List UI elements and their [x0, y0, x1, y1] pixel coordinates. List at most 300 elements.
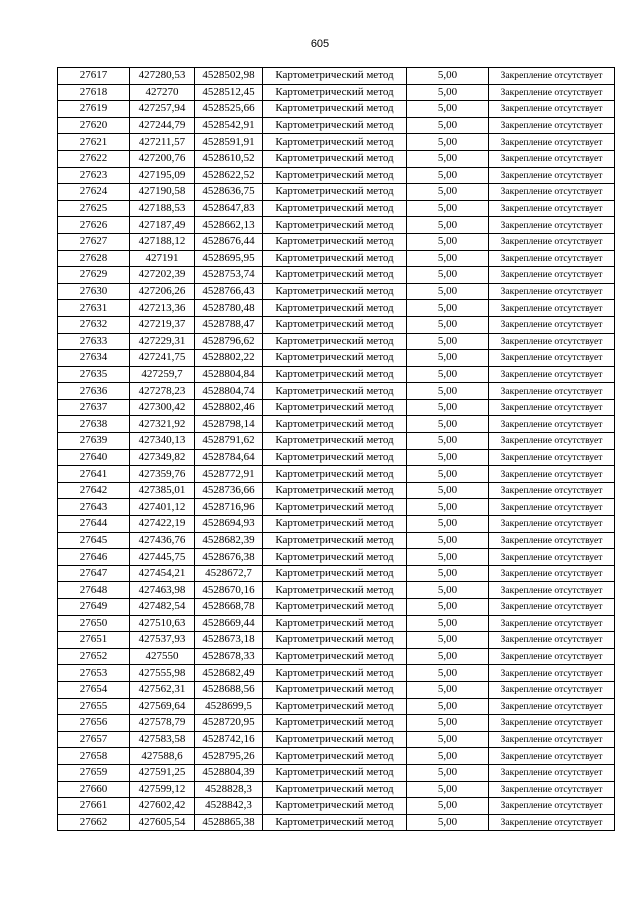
table-row [58, 316, 615, 333]
x-coordinate-cell: 427445,75 [130, 549, 195, 566]
page-number: 605 [310, 38, 330, 50]
accuracy-cell: 5,00 [407, 764, 489, 781]
x-coordinate-cell: 427454,21 [130, 565, 195, 582]
method-cell: Картометрический метод [263, 482, 407, 499]
point-number-cell: 27626 [58, 217, 130, 234]
point-number-cell: 27633 [58, 333, 130, 350]
x-coordinate-cell: 427385,01 [130, 482, 195, 499]
y-coordinate-cell: 4528676,38 [195, 549, 263, 566]
fixation-note-cell: Закрепление отсутствует [489, 167, 615, 184]
method-cell: Картометрический метод [263, 84, 407, 101]
table-row [58, 350, 615, 367]
accuracy-cell: 5,00 [407, 499, 489, 516]
point-number-cell: 27620 [58, 117, 130, 134]
point-number-cell: 27641 [58, 466, 130, 483]
y-coordinate-cell: 4528542,91 [195, 117, 263, 134]
accuracy-cell: 5,00 [407, 599, 489, 616]
fixation-note-cell: Закрепление отсутствует [489, 283, 615, 300]
method-cell: Картометрический метод [263, 565, 407, 582]
fixation-note-cell: Закрепление отсутствует [489, 366, 615, 383]
table-row [58, 715, 615, 732]
y-coordinate-cell: 4528673,18 [195, 632, 263, 649]
fixation-note-cell: Закрепление отсутствует [489, 233, 615, 250]
x-coordinate-cell: 427259,7 [130, 366, 195, 383]
fixation-note-cell: Закрепление отсутствует [489, 350, 615, 367]
method-cell: Картометрический метод [263, 300, 407, 317]
method-cell: Картометрический метод [263, 549, 407, 566]
fixation-note-cell: Закрепление отсутствует [489, 565, 615, 582]
x-coordinate-cell: 427349,82 [130, 449, 195, 466]
method-cell: Картометрический метод [263, 416, 407, 433]
table-row [58, 333, 615, 350]
method-cell: Картометрический метод [263, 681, 407, 698]
fixation-note-cell: Закрепление отсутствует [489, 449, 615, 466]
point-number-cell: 27651 [58, 632, 130, 649]
fixation-note-cell: Закрепление отсутствует [489, 200, 615, 217]
fixation-note-cell: Закрепление отсутствует [489, 117, 615, 134]
table-row [58, 665, 615, 682]
x-coordinate-cell: 427211,57 [130, 134, 195, 151]
method-cell: Картометрический метод [263, 233, 407, 250]
x-coordinate-cell: 427187,49 [130, 217, 195, 234]
x-coordinate-cell: 427190,58 [130, 184, 195, 201]
method-cell: Картометрический метод [263, 665, 407, 682]
accuracy-cell: 5,00 [407, 184, 489, 201]
method-cell: Картометрический метод [263, 715, 407, 732]
y-coordinate-cell: 4528672,7 [195, 565, 263, 582]
table-row [58, 748, 615, 765]
table-row [58, 648, 615, 665]
y-coordinate-cell: 4528802,46 [195, 399, 263, 416]
accuracy-cell: 5,00 [407, 449, 489, 466]
x-coordinate-cell: 427569,64 [130, 698, 195, 715]
y-coordinate-cell: 4528610,52 [195, 150, 263, 167]
y-coordinate-cell: 4528662,13 [195, 217, 263, 234]
y-coordinate-cell: 4528842,3 [195, 798, 263, 815]
y-coordinate-cell: 4528669,44 [195, 615, 263, 632]
table-row [58, 499, 615, 516]
method-cell: Картометрический метод [263, 399, 407, 416]
x-coordinate-cell: 427537,93 [130, 632, 195, 649]
fixation-note-cell: Закрепление отсутствует [489, 648, 615, 665]
fixation-note-cell: Закрепление отсутствует [489, 731, 615, 748]
method-cell: Картометрический метод [263, 748, 407, 765]
fixation-note-cell: Закрепление отсутствует [489, 582, 615, 599]
accuracy-cell: 5,00 [407, 101, 489, 118]
fixation-note-cell: Закрепление отсутствует [489, 300, 615, 317]
accuracy-cell: 5,00 [407, 698, 489, 715]
table-row [58, 582, 615, 599]
accuracy-cell: 5,00 [407, 200, 489, 217]
accuracy-cell: 5,00 [407, 814, 489, 831]
accuracy-cell: 5,00 [407, 565, 489, 582]
point-number-cell: 27650 [58, 615, 130, 632]
point-number-cell: 27636 [58, 383, 130, 400]
fixation-note-cell: Закрепление отсутствует [489, 499, 615, 516]
method-cell: Картометрический метод [263, 499, 407, 516]
x-coordinate-cell: 427591,25 [130, 764, 195, 781]
table-row [58, 549, 615, 566]
point-number-cell: 27627 [58, 233, 130, 250]
table-row [58, 698, 615, 715]
method-cell: Картометрический метод [263, 150, 407, 167]
point-number-cell: 27649 [58, 599, 130, 616]
table-row [58, 516, 615, 533]
point-number-cell: 27628 [58, 250, 130, 267]
fixation-note-cell: Закрепление отсутствует [489, 184, 615, 201]
table-row [58, 101, 615, 118]
table-row [58, 433, 615, 450]
point-number-cell: 27661 [58, 798, 130, 815]
accuracy-cell: 5,00 [407, 283, 489, 300]
y-coordinate-cell: 4528865,38 [195, 814, 263, 831]
y-coordinate-cell: 4528636,75 [195, 184, 263, 201]
y-coordinate-cell: 4528682,49 [195, 665, 263, 682]
method-cell: Картометрический метод [263, 101, 407, 118]
y-coordinate-cell: 4528668,78 [195, 599, 263, 616]
y-coordinate-cell: 4528682,39 [195, 532, 263, 549]
accuracy-cell: 5,00 [407, 250, 489, 267]
accuracy-cell: 5,00 [407, 731, 489, 748]
point-number-cell: 27656 [58, 715, 130, 732]
point-number-cell: 27634 [58, 350, 130, 367]
table-row [58, 300, 615, 317]
fixation-note-cell: Закрепление отсутствует [489, 532, 615, 549]
accuracy-cell: 5,00 [407, 416, 489, 433]
x-coordinate-cell: 427550 [130, 648, 195, 665]
fixation-note-cell: Закрепление отсутствует [489, 764, 615, 781]
x-coordinate-cell: 427219,37 [130, 316, 195, 333]
point-number-cell: 27618 [58, 84, 130, 101]
fixation-note-cell: Закрепление отсутствует [489, 781, 615, 798]
accuracy-cell: 5,00 [407, 681, 489, 698]
x-coordinate-cell: 427599,12 [130, 781, 195, 798]
table-row [58, 250, 615, 267]
y-coordinate-cell: 4528688,56 [195, 681, 263, 698]
method-cell: Картометрический метод [263, 632, 407, 649]
fixation-note-cell: Закрепление отсутствует [489, 267, 615, 284]
table-row [58, 565, 615, 582]
fixation-note-cell: Закрепление отсутствует [489, 416, 615, 433]
method-cell: Картометрический метод [263, 814, 407, 831]
fixation-note-cell: Закрепление отсутствует [489, 217, 615, 234]
point-number-cell: 27655 [58, 698, 130, 715]
method-cell: Картометрический метод [263, 117, 407, 134]
x-coordinate-cell: 427605,54 [130, 814, 195, 831]
table-row [58, 283, 615, 300]
table-row [58, 681, 615, 698]
accuracy-cell: 5,00 [407, 300, 489, 317]
x-coordinate-cell: 427602,42 [130, 798, 195, 815]
x-coordinate-cell: 427578,79 [130, 715, 195, 732]
accuracy-cell: 5,00 [407, 117, 489, 134]
point-number-cell: 27645 [58, 532, 130, 549]
y-coordinate-cell: 4528695,95 [195, 250, 263, 267]
x-coordinate-cell: 427583,58 [130, 731, 195, 748]
y-coordinate-cell: 4528802,22 [195, 350, 263, 367]
accuracy-cell: 5,00 [407, 84, 489, 101]
point-number-cell: 27642 [58, 482, 130, 499]
coordinates-table [57, 67, 615, 831]
point-number-cell: 27647 [58, 565, 130, 582]
y-coordinate-cell: 4528791,62 [195, 433, 263, 450]
accuracy-cell: 5,00 [407, 615, 489, 632]
fixation-note-cell: Закрепление отсутствует [489, 250, 615, 267]
y-coordinate-cell: 4528784,64 [195, 449, 263, 466]
method-cell: Картометрический метод [263, 68, 407, 85]
accuracy-cell: 5,00 [407, 233, 489, 250]
x-coordinate-cell: 427206,26 [130, 283, 195, 300]
point-number-cell: 27619 [58, 101, 130, 118]
method-cell: Картометрический метод [263, 267, 407, 284]
x-coordinate-cell: 427562,31 [130, 681, 195, 698]
point-number-cell: 27637 [58, 399, 130, 416]
fixation-note-cell: Закрепление отсутствует [489, 681, 615, 698]
table-row [58, 167, 615, 184]
y-coordinate-cell: 4528788,47 [195, 316, 263, 333]
table-row [58, 267, 615, 284]
y-coordinate-cell: 4528647,83 [195, 200, 263, 217]
y-coordinate-cell: 4528753,74 [195, 267, 263, 284]
accuracy-cell: 5,00 [407, 466, 489, 483]
method-cell: Картометрический метод [263, 350, 407, 367]
point-number-cell: 27660 [58, 781, 130, 798]
table-row [58, 599, 615, 616]
y-coordinate-cell: 4528772,91 [195, 466, 263, 483]
x-coordinate-cell: 427359,76 [130, 466, 195, 483]
method-cell: Картометрический метод [263, 798, 407, 815]
point-number-cell: 27621 [58, 134, 130, 151]
y-coordinate-cell: 4528804,74 [195, 383, 263, 400]
table-row [58, 150, 615, 167]
x-coordinate-cell: 427300,42 [130, 399, 195, 416]
table-row [58, 482, 615, 499]
fixation-note-cell: Закрепление отсутствует [489, 84, 615, 101]
method-cell: Картометрический метод [263, 134, 407, 151]
x-coordinate-cell: 427195,09 [130, 167, 195, 184]
point-number-cell: 27630 [58, 283, 130, 300]
y-coordinate-cell: 4528720,95 [195, 715, 263, 732]
accuracy-cell: 5,00 [407, 134, 489, 151]
accuracy-cell: 5,00 [407, 516, 489, 533]
y-coordinate-cell: 4528736,66 [195, 482, 263, 499]
x-coordinate-cell: 427188,12 [130, 233, 195, 250]
table-row [58, 416, 615, 433]
y-coordinate-cell: 4528804,84 [195, 366, 263, 383]
accuracy-cell: 5,00 [407, 267, 489, 284]
accuracy-cell: 5,00 [407, 350, 489, 367]
table-row [58, 764, 615, 781]
point-number-cell: 27657 [58, 731, 130, 748]
accuracy-cell: 5,00 [407, 150, 489, 167]
method-cell: Картометрический метод [263, 764, 407, 781]
coordinates-table-body [58, 68, 615, 831]
y-coordinate-cell: 4528804,39 [195, 764, 263, 781]
y-coordinate-cell: 4528678,33 [195, 648, 263, 665]
table-row [58, 449, 615, 466]
y-coordinate-cell: 4528796,62 [195, 333, 263, 350]
table-row [58, 134, 615, 151]
accuracy-cell: 5,00 [407, 781, 489, 798]
point-number-cell: 27643 [58, 499, 130, 516]
fixation-note-cell: Закрепление отсутствует [489, 433, 615, 450]
y-coordinate-cell: 4528525,66 [195, 101, 263, 118]
method-cell: Картометрический метод [263, 250, 407, 267]
x-coordinate-cell: 427191 [130, 250, 195, 267]
accuracy-cell: 5,00 [407, 399, 489, 416]
point-number-cell: 27624 [58, 184, 130, 201]
accuracy-cell: 5,00 [407, 582, 489, 599]
x-coordinate-cell: 427202,39 [130, 267, 195, 284]
method-cell: Картометрический метод [263, 698, 407, 715]
x-coordinate-cell: 427321,92 [130, 416, 195, 433]
point-number-cell: 27644 [58, 516, 130, 533]
y-coordinate-cell: 4528694,93 [195, 516, 263, 533]
x-coordinate-cell: 427213,36 [130, 300, 195, 317]
x-coordinate-cell: 427510,63 [130, 615, 195, 632]
point-number-cell: 27646 [58, 549, 130, 566]
x-coordinate-cell: 427401,12 [130, 499, 195, 516]
fixation-note-cell: Закрепление отсутствует [489, 549, 615, 566]
table-row [58, 632, 615, 649]
fixation-note-cell: Закрепление отсутствует [489, 150, 615, 167]
x-coordinate-cell: 427482,54 [130, 599, 195, 616]
x-coordinate-cell: 427340,13 [130, 433, 195, 450]
method-cell: Картометрический метод [263, 200, 407, 217]
fixation-note-cell: Закрепление отсутствует [489, 715, 615, 732]
x-coordinate-cell: 427280,53 [130, 68, 195, 85]
table-row [58, 399, 615, 416]
table-row [58, 383, 615, 400]
accuracy-cell: 5,00 [407, 482, 489, 499]
method-cell: Картометрический метод [263, 648, 407, 665]
x-coordinate-cell: 427278,23 [130, 383, 195, 400]
method-cell: Картометрический метод [263, 333, 407, 350]
point-number-cell: 27648 [58, 582, 130, 599]
y-coordinate-cell: 4528795,26 [195, 748, 263, 765]
y-coordinate-cell: 4528742,16 [195, 731, 263, 748]
x-coordinate-cell: 427257,94 [130, 101, 195, 118]
table-row [58, 184, 615, 201]
point-number-cell: 27658 [58, 748, 130, 765]
table-row [58, 366, 615, 383]
accuracy-cell: 5,00 [407, 366, 489, 383]
point-number-cell: 27622 [58, 150, 130, 167]
accuracy-cell: 5,00 [407, 715, 489, 732]
fixation-note-cell: Закрепление отсутствует [489, 814, 615, 831]
table-row [58, 731, 615, 748]
accuracy-cell: 5,00 [407, 748, 489, 765]
fixation-note-cell: Закрепление отсутствует [489, 482, 615, 499]
accuracy-cell: 5,00 [407, 532, 489, 549]
method-cell: Картометрический метод [263, 615, 407, 632]
fixation-note-cell: Закрепление отсутствует [489, 101, 615, 118]
point-number-cell: 27639 [58, 433, 130, 450]
fixation-note-cell: Закрепление отсутствует [489, 798, 615, 815]
fixation-note-cell: Закрепление отсутствует [489, 383, 615, 400]
accuracy-cell: 5,00 [407, 665, 489, 682]
point-number-cell: 27629 [58, 267, 130, 284]
method-cell: Картометрический метод [263, 516, 407, 533]
accuracy-cell: 5,00 [407, 433, 489, 450]
fixation-note-cell: Закрепление отсутствует [489, 399, 615, 416]
accuracy-cell: 5,00 [407, 383, 489, 400]
fixation-note-cell: Закрепление отсутствует [489, 466, 615, 483]
point-number-cell: 27635 [58, 366, 130, 383]
table-row [58, 615, 615, 632]
table-row [58, 117, 615, 134]
fixation-note-cell: Закрепление отсутствует [489, 632, 615, 649]
x-coordinate-cell: 427229,31 [130, 333, 195, 350]
x-coordinate-cell: 427436,76 [130, 532, 195, 549]
method-cell: Картометрический метод [263, 283, 407, 300]
method-cell: Картометрический метод [263, 316, 407, 333]
fixation-note-cell: Закрепление отсутствует [489, 599, 615, 616]
fixation-note-cell: Закрепление отсутствует [489, 665, 615, 682]
accuracy-cell: 5,00 [407, 316, 489, 333]
y-coordinate-cell: 4528716,96 [195, 499, 263, 516]
point-number-cell: 27659 [58, 764, 130, 781]
method-cell: Картометрический метод [263, 217, 407, 234]
method-cell: Картометрический метод [263, 532, 407, 549]
table-row [58, 532, 615, 549]
table-row [58, 781, 615, 798]
fixation-note-cell: Закрепление отсутствует [489, 698, 615, 715]
point-number-cell: 27640 [58, 449, 130, 466]
x-coordinate-cell: 427463,98 [130, 582, 195, 599]
accuracy-cell: 5,00 [407, 333, 489, 350]
fixation-note-cell: Закрепление отсутствует [489, 748, 615, 765]
table-row [58, 233, 615, 250]
method-cell: Картометрический метод [263, 184, 407, 201]
fixation-note-cell: Закрепление отсутствует [489, 316, 615, 333]
accuracy-cell: 5,00 [407, 167, 489, 184]
y-coordinate-cell: 4528676,44 [195, 233, 263, 250]
x-coordinate-cell: 427270 [130, 84, 195, 101]
point-number-cell: 27652 [58, 648, 130, 665]
y-coordinate-cell: 4528622,52 [195, 167, 263, 184]
accuracy-cell: 5,00 [407, 549, 489, 566]
x-coordinate-cell: 427422,19 [130, 516, 195, 533]
fixation-note-cell: Закрепление отсутствует [489, 134, 615, 151]
method-cell: Картометрический метод [263, 433, 407, 450]
method-cell: Картометрический метод [263, 466, 407, 483]
point-number-cell: 27625 [58, 200, 130, 217]
point-number-cell: 27654 [58, 681, 130, 698]
point-number-cell: 27617 [58, 68, 130, 85]
table-row [58, 200, 615, 217]
table-row [58, 466, 615, 483]
x-coordinate-cell: 427588,6 [130, 748, 195, 765]
x-coordinate-cell: 427555,98 [130, 665, 195, 682]
table-row [58, 217, 615, 234]
method-cell: Картометрический метод [263, 731, 407, 748]
point-number-cell: 27632 [58, 316, 130, 333]
point-number-cell: 27638 [58, 416, 130, 433]
point-number-cell: 27623 [58, 167, 130, 184]
y-coordinate-cell: 4528591,91 [195, 134, 263, 151]
fixation-note-cell: Закрепление отсутствует [489, 615, 615, 632]
accuracy-cell: 5,00 [407, 798, 489, 815]
table-row [58, 798, 615, 815]
fixation-note-cell: Закрепление отсутствует [489, 333, 615, 350]
y-coordinate-cell: 4528780,48 [195, 300, 263, 317]
point-number-cell: 27631 [58, 300, 130, 317]
fixation-note-cell: Закрепление отсутствует [489, 516, 615, 533]
point-number-cell: 27653 [58, 665, 130, 682]
accuracy-cell: 5,00 [407, 648, 489, 665]
accuracy-cell: 5,00 [407, 68, 489, 85]
